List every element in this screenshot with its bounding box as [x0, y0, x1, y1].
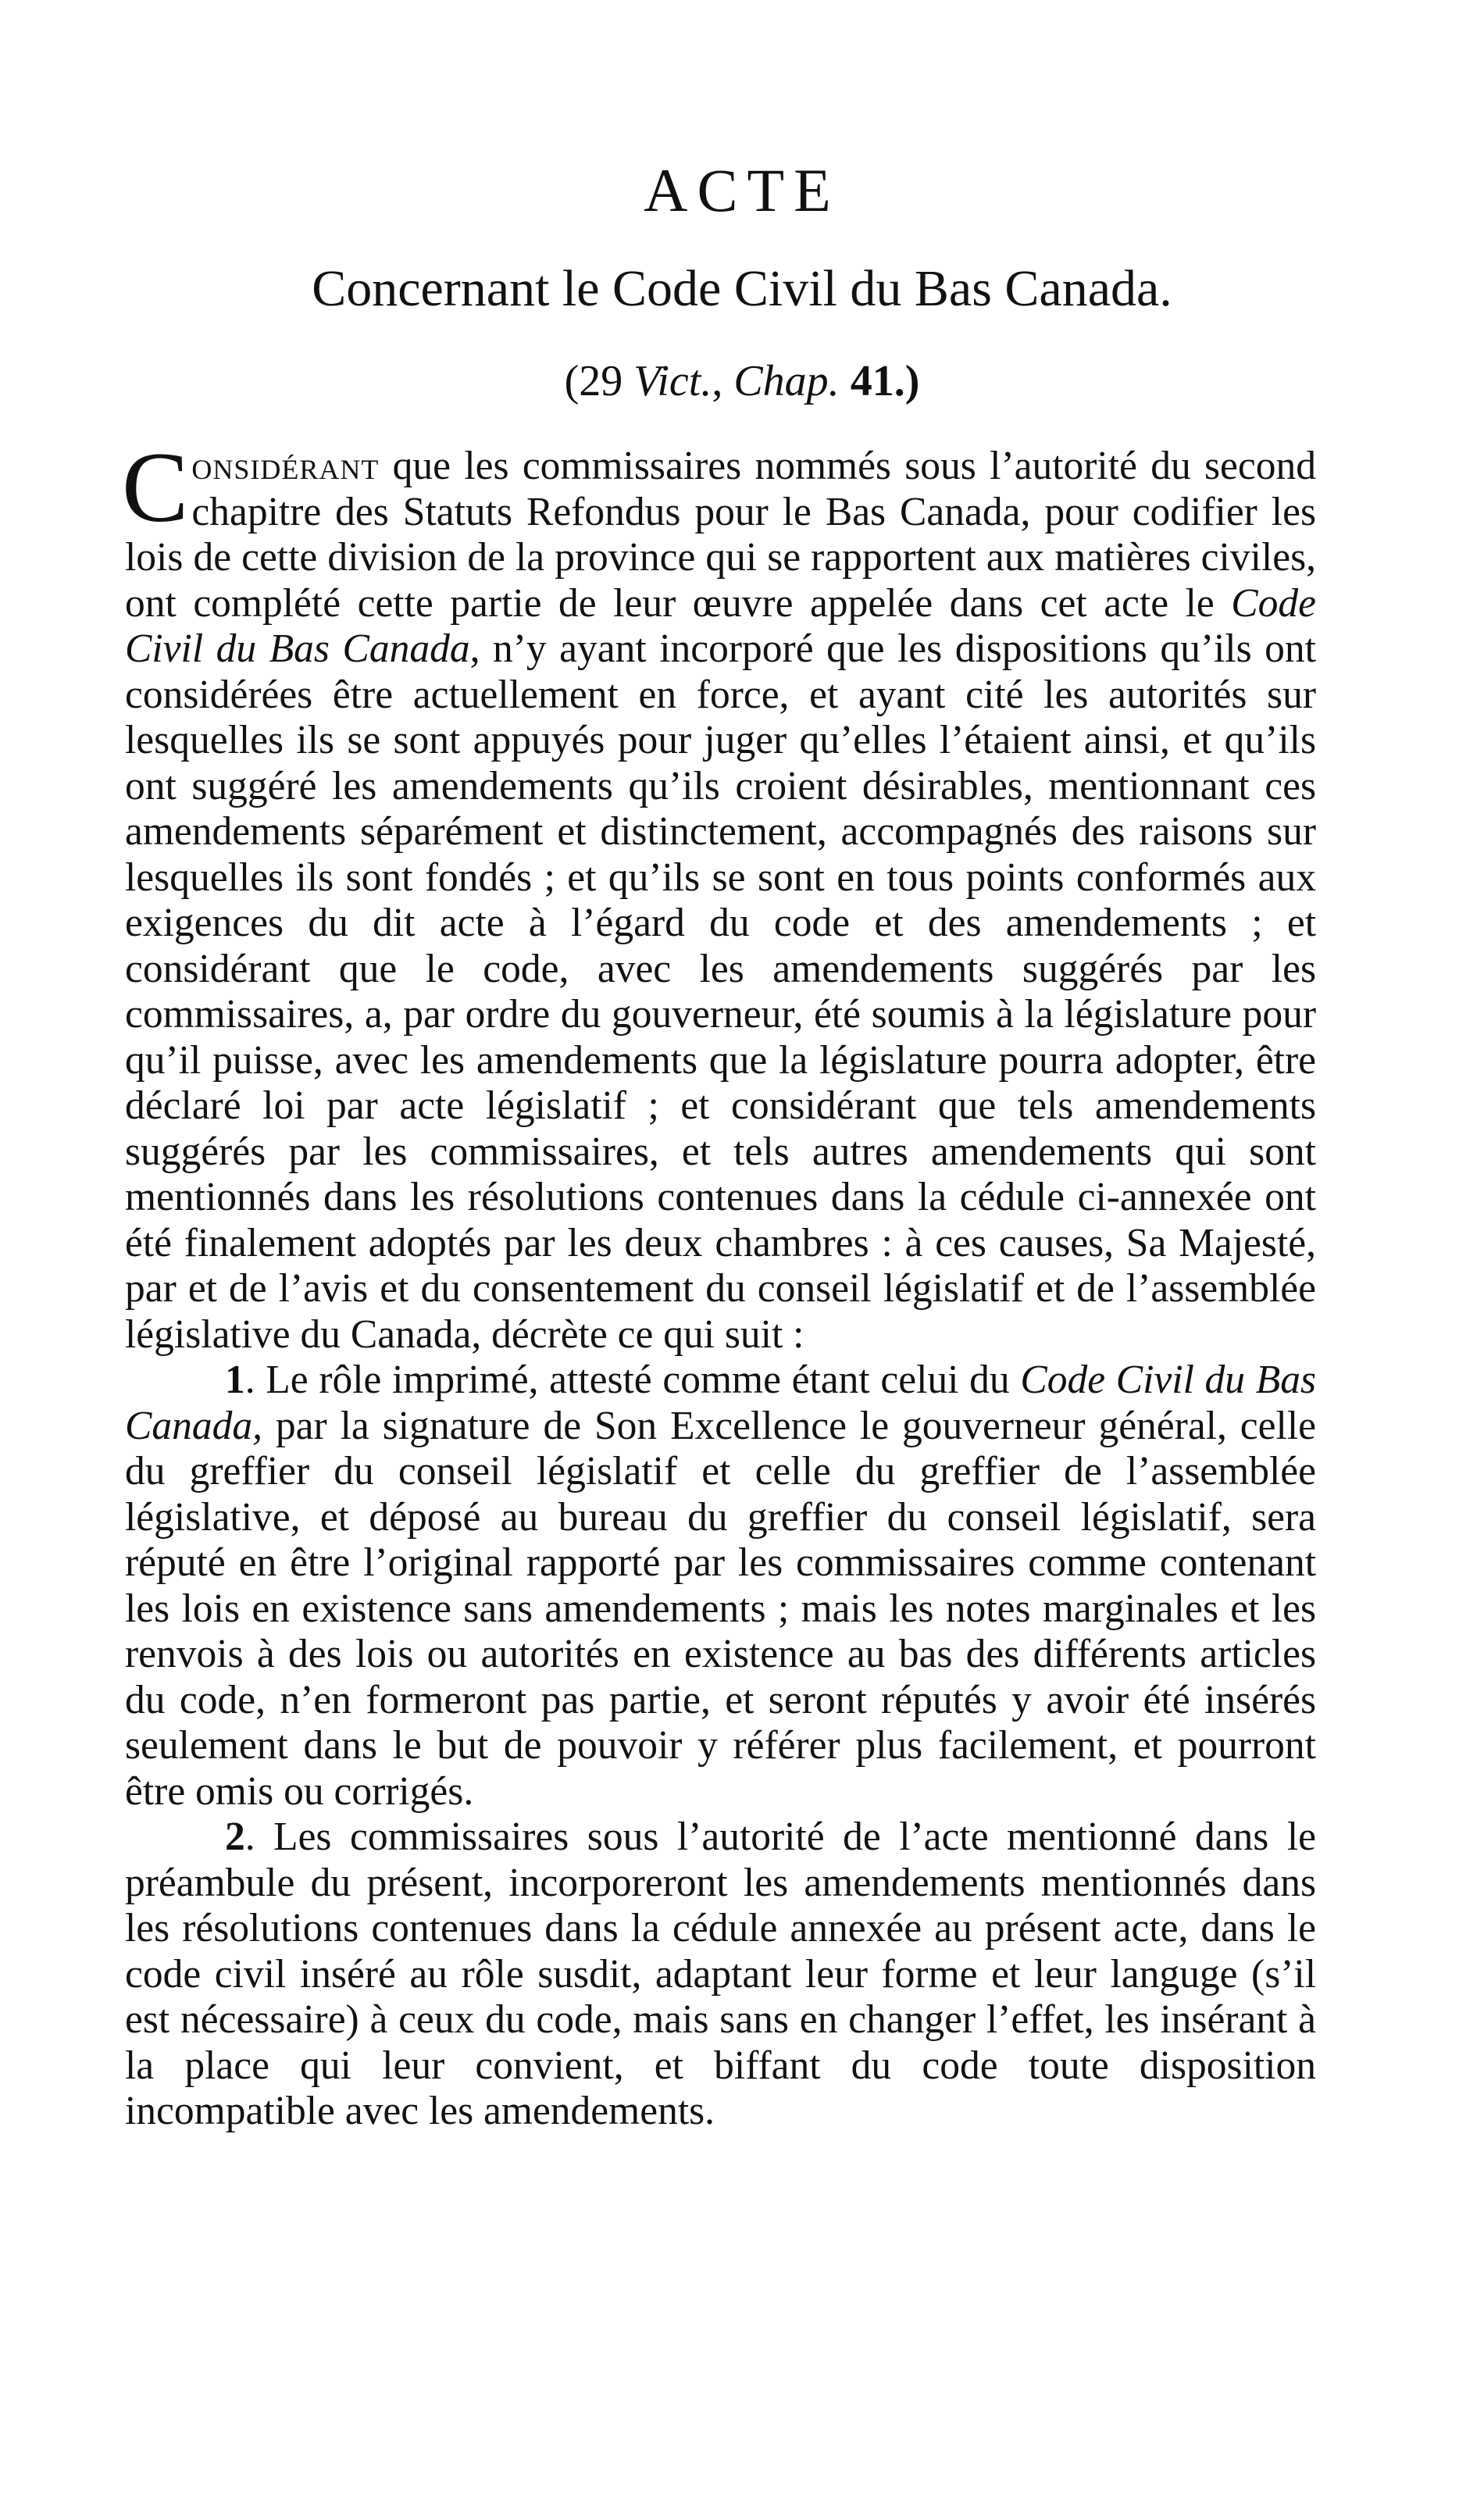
article-1-paragraph — [125, 1358, 1316, 1815]
citation-comma: , — [712, 357, 734, 405]
citation-chap: Chap. — [733, 357, 840, 405]
preamble-opening-word: onsidérant — [191, 444, 380, 488]
document-subtitle: Concernant le Code Civil du Bas Canada. — [312, 260, 1172, 317]
article-1-text-before: . Le rôle imprimé, attesté comme étant celui du — [244, 1358, 1021, 1402]
article-1-text-after: par la signature de Son Excellence le gouverneur général, celle du greffier du conseil législatif et celle du greffier de l’assemblée législative, et déposé au bureau du greffier du conseil législatif, sera réputé en être l’original rapporté par les commissaires comme contenant les lois en existence sans amendements ; mais les notes marginales et les renvois à des lois ou autorités en existence au bas des différents articles du code, n’en formeront pas partie, et seront réputés y avoir été insérés seulement dans le but de pouvoir y référer plus facilement, et pourront être omis ou corrigés. — [125, 1403, 1316, 1814]
preamble-paragraph — [122, 432, 1316, 1358]
article-2-text-before: . Les commissaires sous l’autorité de l’acte mentionné dans le préambule du présent, incorporeront les amendements mentionnés dans les résolutions contenues dans la cédule annexée au présent acte, dans le code civil inséré au rôle susdit, adaptant leur forme et leur languge (s’il est nécessaire) à ceux du code, mais sans en changer l’effet, les insérant à la place qui leur convient, et biffant du code toute disposition incompatible avec les amendements. — [125, 1815, 1316, 2133]
document-title: ACTE — [644, 156, 840, 224]
article-1-italic: Code Civil du Bas Canada, — [125, 1358, 1316, 1448]
article-2-paragraph — [125, 1815, 1316, 2135]
drop-cap: C — [122, 432, 189, 543]
citation-vict: Vict. — [633, 357, 712, 405]
code-name: Code Civil du Bas Canada — [125, 580, 1316, 671]
document-body — [122, 432, 1316, 2135]
citation-open: (29 — [564, 357, 634, 405]
article-2-number: 2 — [225, 1815, 245, 1859]
citation-number: 41.) — [839, 357, 920, 405]
preamble-text-part-1: que les commissaires nommés sous l’autorité du second chapitre des Statuts Refondus pour le Bas Canada, pour codifier les lois de cette division de la province qui se rapportent aux matières civiles, ont complété cette partie de leur œuvre appelée dans cet acte le — [125, 444, 1316, 626]
preamble-text-part-2: , n’y ayant incorporé que les dispositions qu’ils ont considérées être actuellement en force, et ayant cité les autorités sur lesquelles ils se sont appuyés pour juger qu’elles l’étaient ainsi, et qu’ils ont suggéré les amendements qu’ils croient désirables, mentionnant ces amendements séparément et distinctement, accompagnés des raisons sur lesquelles ils sont fondés ; et qu’ils se sont en tous points conformés aux exigences du dit acte à l’égard du code et des amendements ; et considérant que le code, avec les amendements suggérés par les commissaires, a, par ordre du gouverneur, été soumis à la législature pour qu’il puisse, avec les amendements que la législature pourra adopter, être déclaré loi par acte législatif ; et considérant que tels amendements suggérés par les commissaires, et tels autres amendements qui sont mentionnés dans les résolutions contenues dans la cédule ci-annexée ont été finalement adoptés par les deux chambres : à ces causes, Sa Majesté, par et de l’avis et du consentement du conseil législatif et de l’assemblée législative du Canada, décrète ce qui suit : — [125, 626, 1316, 1357]
statute-citation — [0, 355, 1484, 408]
article-1-number: 1 — [225, 1358, 245, 1402]
